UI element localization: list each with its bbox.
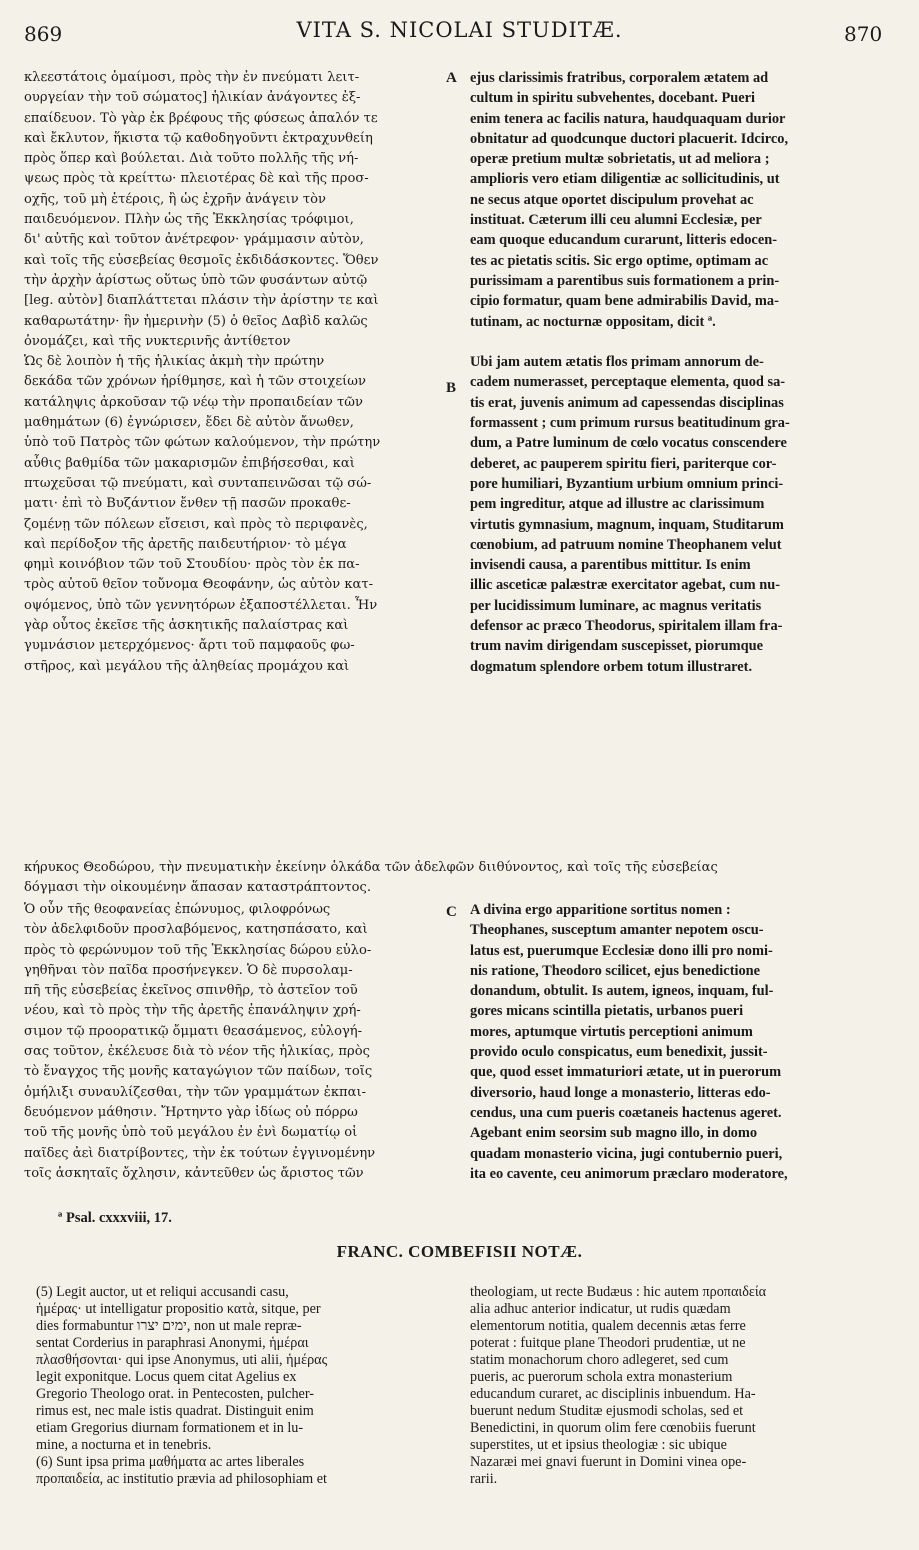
text-line: πλασθήσονται· qui ipse Anonymus, uti alii, ἡμέρας [36, 1352, 328, 1368]
text-line: πῆ τῆς εὐσεβείας ἐκεῖνος σπινθῆρ, τὸ ἀστεῖον τοῦ [24, 983, 358, 999]
text-line: trum navim dirigendam suscepisset, piorumque [470, 638, 764, 655]
text-line: diversorio, haud longe a monasterio, litteras edo- [470, 1084, 771, 1101]
text-line: tis erat, juvenis animum ad capessendas disciplinas [470, 394, 784, 411]
text-line: προπαιδεία, ac institutio prævia ad philosophiam et [36, 1471, 328, 1487]
margin-mark-b: B [446, 380, 457, 396]
text-line: pore humiliari, Byzantium urbium omnium princi- [470, 475, 784, 492]
full-width-text [24, 858, 894, 899]
text-line: καὶ περίδοξον τῆς ἀρετῆς παιδευτήριον· τὸ μέγα [24, 536, 347, 552]
text-line: παιδευόμενον. Πλὴν ὡς τῆς Ἐκκλησίας τρόφιμοι, [24, 212, 354, 228]
text-line: quadam monasterio vicina, jugi contubernio pueri, [470, 1145, 783, 1162]
text-line: eam quoque educandum curarunt, litteris edocen- [470, 232, 777, 249]
text-line: Benedictini, in quorum olim fere cœnobiis fuerunt [470, 1420, 756, 1436]
text-line: superstites, ut et ipsius theologiæ : sic ubique [470, 1437, 727, 1453]
text-line: deberet, ac pauperem spiritu fieri, pariterque cor- [470, 455, 777, 472]
text-line: pueris, ac puerorum schola extra monasterium [470, 1369, 733, 1385]
text-line: sentat Corderius in paraphrasi Anonymi, ἡμέραι [36, 1335, 309, 1351]
text-line: dum, a Patre luminum de cœlo vocatus conscendere [470, 435, 787, 452]
text-line: ματι· ἐπὶ τὸ Βυζάντιον ἔνθεν τῇ πασῶν προκαθε- [24, 496, 351, 512]
text-line: στῆρος, καὶ μεγάλου τῆς ἀληθείας προμάχου καὶ [24, 658, 350, 674]
text-line: ὑπὸ τοῦ Πατρὸς τῶν φώτων καλούμενον, τὴν πρώτην [24, 435, 381, 451]
text-line: (5) Legit auctor, ut et reliqui accusandi casu, [36, 1284, 289, 1300]
text-line: ὀνομάζει, καὶ τῆς νυκτερινῆς ἀντίθετον [24, 333, 291, 349]
text-line: πρὸς τὸ φερώνυμον τοῦ τῆς Ἐκκλησίας δώρου εὐλο- [24, 942, 372, 958]
page-number-right: 870 [844, 22, 883, 46]
text-line: Theophanes, susceptum amanter nepotem oscu- [470, 922, 764, 939]
text-line: κλεεστάτοις ὁμαίμοσι, πρὸς τὴν ἐν πνεύματι λειτ- [24, 70, 360, 85]
text-line: δευόμενον μάθησιν. Ἤρτηντο γὰρ ἰδίως οὐ πόρρω [24, 1104, 358, 1120]
text-line: etiam Gregorius diurnam formationem et in lu- [36, 1420, 304, 1436]
text-line: rimus est, nec male istis quadrat. Distinguit enim [36, 1403, 314, 1419]
text-line: καθαρωτάτην· ἣν ἡμερινὴν (5) ὁ θεῖος Δαβὶδ καλῶς [24, 313, 368, 329]
text-line: κήρυκος Θεοδώρου, τὴν πνευματικὴν ἐκείνην ὁλκάδα τῶν ἀδελφῶν διιθύνοντος, καὶ τοῖς τῆς εὐσεβείας [24, 860, 718, 875]
text-line: A divina ergo apparitione sortitus nomen : [470, 902, 731, 918]
text-line: Gregorio Theologo orat. in Pentecosten, pulcher- [36, 1386, 314, 1402]
text-line: Ubi jam autem ætatis flos primam annorum de- [470, 354, 764, 371]
text-line: καὶ ἔκλυτον, ἥκιστα τῷ καθοδηγοῦντι ἐκτραχυνθείη [24, 130, 373, 146]
text-line: instituat. Cæterum illi ceu alumni Ecclesiæ, per [470, 212, 762, 229]
text-line: dies formabuntur ימים יצרו, non ut male repræ- [36, 1318, 302, 1334]
text-line: amplioris vero etiam diligentiæ ac sollicitudinis, ut [470, 171, 780, 188]
text-line: cœnobium, ad patruum nomine Theophanem velut [470, 536, 782, 553]
text-line: πρὸς ὅπερ καὶ βούλεται. Διὰ τοῦτο πολλῆς τῆς νή- [24, 151, 359, 167]
notes-left-column [36, 1284, 456, 1488]
text-line: Agebant enim seorsim sub magno illo, in domo [470, 1125, 758, 1142]
latin-column-bottom [470, 900, 895, 1184]
text-line: ne secus atque oportet discipulum provehat ac [470, 191, 754, 208]
text-line: ἡμέρας· ut intelligatur propositio κατὰ, sitque, per [36, 1301, 321, 1317]
text-line: cendus, una cum pueris coætaneis hactenus ageret. [470, 1104, 782, 1121]
text-line: statim monachorum choro adlegeret, sed cum [470, 1352, 729, 1368]
text-line: οχῆς, τοῦ μὴ ἑτέροις, ἢ ὡς ἐχρῆν ἀνάγειν τὸν [24, 191, 326, 207]
text-line: invisendi causa, a parentibus mittitur. Is enim [470, 557, 751, 574]
text-line: formassent ; cum primum rursus beatitudinum gra- [470, 415, 790, 432]
text-line: δεκάδα τῶν χρόνων ἠρίθμησε, καὶ ἡ τῶν στοιχείων [24, 374, 366, 390]
text-line: πτωχεῦσαι τῷ πνεύματι, καὶ συνταπεινῶσαι τῷ σώ- [24, 475, 372, 491]
text-line: provido oculo conspicatus, eum benedixit, jussit- [470, 1044, 768, 1061]
text-line: καὶ τοῖς τῆς εὐσεβείας θεσμοῖς ἐκδιδάσκοντες. Ὅθεν [24, 252, 379, 268]
text-line: τὸν ἀδελφιδοῦν προσλαβόμενος, κατησπάσατο, καὶ [24, 922, 368, 938]
text-line: ejus clarissimis fratribus, corporalem ætatem ad [470, 70, 769, 86]
text-line: poterat : fuitque plane Theodori prudentiæ, ut ne [470, 1335, 746, 1351]
text-line: defensor ac præco Theodorus, spiritalem illam fra- [470, 618, 783, 635]
text-line: επαίδευον. Τὸ γὰρ ἐκ βρέφους τῆς φύσεως ἁπαλόν τε [24, 110, 378, 126]
footnote: ª Psal. cxxxviii, 17. [58, 1210, 172, 1226]
text-line: latus est, puerumque Ecclesiæ dono illi pro nomi- [470, 942, 773, 959]
text-line: purissimam a parentibus suis formationem a prin- [470, 272, 780, 289]
text-line: legit exponitque. Locus quem citat Agelius ex [36, 1369, 297, 1385]
text-line: buerunt nedum Studitæ ejusmodi scholas, sed et [470, 1403, 744, 1419]
text-line: que, quod esset immaturiori ætate, ut in puerorum [470, 1064, 782, 1081]
text-line: δι' αὐτῆς καὶ τοῦτον ἀνέτρεφον· γράμμασιν αὐτὸν, [24, 232, 364, 248]
text-line: Ὡς δὲ λοιπὸν ἡ τῆς ἡλικίας ἀκμὴ τὴν πρώτην [24, 354, 325, 370]
text-line: γυμνάσιον μετερχόμενος· ἄρτι τοῦ παμφαοῦς φω- [24, 638, 355, 654]
text-line: alia adhuc anterior indicatur, ut rudis quædam [470, 1301, 731, 1317]
margin-mark-a: A [446, 70, 457, 86]
text-line: τοῦ τῆς μονῆς ὑπὸ τοῦ μεγάλου ἐν ἑνὶ δωματίῳ οἱ [24, 1125, 358, 1141]
text-line: μαθημάτων (6) ἐγνώρισεν, ἔδει δὲ αὐτὸν ἄνωθεν, [24, 415, 354, 431]
text-line: ψεως πρὸς τὰ κρείττω· πλειοτέρας δὲ καὶ τῆς προσ- [24, 171, 369, 187]
text-line [470, 332, 895, 352]
text-line: nis ratione, Theodoro scilicet, ejus benedictione [470, 962, 761, 979]
text-line: pem ingreditur, atque ad illustre ac clarissimum [470, 496, 765, 513]
page-number-left: 869 [24, 22, 63, 46]
text-line: illic asceticæ palæstræ exercitator agebat, cum nu- [470, 577, 780, 594]
latin-column-top [470, 68, 895, 677]
text-line: gores micans scintilla pietatis, urbanos pueri [470, 1003, 744, 1020]
text-line: τοῖς ἀσκηταῖς ὄχλησιν, κἀντεῦθεν ὡς ἄριστος τῶν [24, 1165, 364, 1181]
text-line: donandum, obtulit. Is autem, igneos, inquam, ful- [470, 983, 774, 1000]
text-line: mores, aptumque virtutis perceptioni animum [470, 1023, 753, 1040]
text-line: ουργείαν τὴν τοῦ σώματος] ἡλικίαν ἀνάγοντες ἐξ- [24, 90, 361, 106]
text-line: enim tenera ac facilis natura, haudquaquam durior [470, 110, 786, 127]
text-line: cultum in spiritu subvehentes, docebant. Pueri [470, 90, 756, 107]
text-line: dogmatum splendore orbem totum illustraret. [470, 658, 753, 675]
text-line: τρὸς αὐτοῦ θεῖον τοὔνομα Θεοφάνην, ὡς αὐτὸν κατ- [24, 577, 374, 593]
margin-mark-c: C [446, 904, 457, 920]
text-line: παῖδες ἀεὶ διατρίβοντες, τὴν ἐκ τούτων ἐγγινομένην [24, 1145, 376, 1161]
text-line: οψόμενος, ὑπὸ τῶν γεννητόρων ἐξαποστέλλεται. Ἦν [24, 597, 378, 613]
text-line: operæ pretium multæ sobrietatis, ut ad meliora ; [470, 151, 770, 168]
text-line: theologiam, ut recte Budæus : hic autem προπαιδεία [470, 1284, 767, 1300]
text-line: rarii. [470, 1471, 498, 1487]
text-line: γηθῆναι τὸν παῖδα προσήνεγκεν. Ὁ δὲ πυρσολαμ- [24, 962, 353, 978]
greek-column-top [24, 68, 457, 677]
text-line: κατάληψις ἀρκοῦσαν τῷ νέῳ τὴν προπαιδείαν τῶν [24, 394, 363, 410]
text-line: (6) Sunt ipsa prima μαθήματα ac artes liberales [36, 1454, 305, 1470]
text-line: νέου, καὶ τὸ πρὸς τὴν τῆς ἀρετῆς ἐπανάληψιν χρή- [24, 1003, 361, 1019]
text-line: [leg. αὐτὸν] διαπλάττεται πλάσιν τὴν ἀρίστην τε καὶ [24, 293, 379, 309]
text-line: σας τοῦτον, ἐκέλευσε διὰ τὸ νέον τῆς ἡλικίας, πρὸς [24, 1044, 370, 1060]
text-line: γὰρ οὗτος ἐκεῖσε τῆς ἀσκητικῆς παλαίστρας καὶ [24, 618, 349, 634]
text-line: τὴν ἀρχὴν ἀρίστως οὕτως ὑπὸ τῶν φυσάντων αὐτῷ [24, 272, 368, 288]
text-line: φημὶ κοινόβιον τῶν τοῦ Στουδίου· πρὸς τὸν ἐκ πα- [24, 557, 360, 573]
text-line: mine, a nocturna et in tenebris. [36, 1437, 212, 1453]
text-line: ὁμήλιξι συναυλίζεσθαι, τὴν τῶν γραμμάτων ἐκπαι- [24, 1084, 367, 1100]
text-line: αὖθις βαθμίδα τῶν μακαρισμῶν ἐπιβήσεσθαι, καὶ [24, 455, 355, 471]
text-line: σιμον τῷ προορατικῷ ὄμματι θεασάμενος, εὐλογή- [24, 1023, 363, 1039]
text-line: obnitatur ad quodcunque ductori placuerit. Idcirco, [470, 130, 789, 147]
text-line: educandum curaret, ac disciplinis inbuendum. Ha- [470, 1386, 756, 1402]
text-line: ζομένῃ τῶν πόλεων εἴσεισι, καὶ πρὸς τὸ περιφανὲς, [24, 516, 368, 532]
text-line: elementorum notitia, qualem decennis ætas ferre [470, 1318, 746, 1334]
notes-title: FRANC. COMBEFISII NOTÆ. [336, 1242, 583, 1261]
text-line: tutinam, ac nocturnæ oppositam, dicit ª. [470, 313, 716, 330]
text-line: ita eo cavente, ceu animorum præclaro moderatore, [470, 1165, 788, 1182]
greek-column-bottom [24, 900, 454, 1184]
text-line: virtutis gymnasium, magnum, inquam, Studitarum [470, 516, 784, 533]
text-line: Ὁ οὖν τῆς θεοφανείας ἐπώνυμος, φιλοφρόνως [24, 902, 331, 917]
text-line: per lucidissimum luminare, ac magnus veritatis [470, 597, 762, 614]
running-title: VITA S. NICOLAI STUDITÆ. [296, 18, 623, 42]
text-line: cadem numerasset, perceptaque elementa, quod sa- [470, 374, 786, 391]
notes-right-column [470, 1284, 895, 1488]
text-line: δόγμασι τὴν οἰκουμένην ἅπασαν καταστράπτοντος. [24, 880, 371, 896]
text-line: tes ac pietatis scitis. Sic ergo optime, optimam ac [470, 252, 769, 269]
text-line: cipio formatur, quam bene admirabilis David, ma- [470, 293, 779, 310]
text-line: τὸ ἔναγχος τῆς μονῆς καταγώγιον τῶν παίδων, τοῖς [24, 1064, 373, 1080]
text-line: Nazaræi mei gnavi fuerunt in Domini vinea ope- [470, 1454, 747, 1470]
